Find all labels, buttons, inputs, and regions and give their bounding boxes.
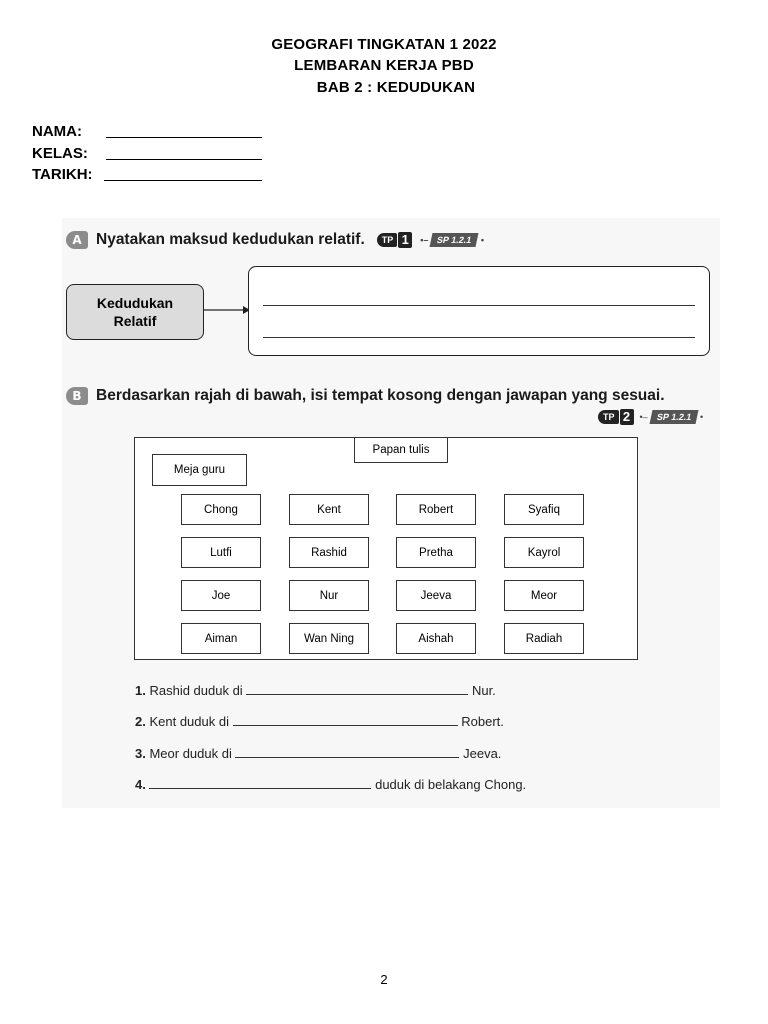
question-text-after: Nur.	[471, 683, 496, 698]
sp-badge-a	[420, 233, 484, 247]
question-text-before: Meor duduk di	[149, 746, 232, 761]
section-a-heading	[66, 231, 484, 249]
seat: Jeeva	[396, 580, 476, 611]
concept-box	[66, 284, 204, 340]
kelas-field[interactable]	[106, 159, 262, 160]
answer-blank[interactable]	[233, 715, 458, 726]
tp-label: TP	[598, 410, 619, 424]
pin-icon: •	[480, 235, 484, 245]
answer-line-2[interactable]	[263, 337, 695, 338]
pin-icon: •–	[420, 235, 429, 245]
doc-subtitle: LEMBARAN KERJA PBD	[294, 57, 474, 74]
seat: Aishah	[396, 623, 476, 654]
concept-line-1: Kedudukan	[96, 295, 174, 311]
question-text-after: Robert.	[461, 714, 504, 729]
section-b-title: Berdasarkan rajah di bawah, isi tempat kosong dengan jawapan yang sesuai.	[96, 387, 665, 404]
section-a-badge: A	[66, 231, 88, 249]
pin-icon: •–	[639, 412, 648, 422]
question-number: 4.	[135, 777, 146, 792]
answer-blank[interactable]	[235, 747, 459, 758]
seat: Nur	[289, 580, 369, 611]
answer-blank[interactable]	[149, 778, 371, 789]
whiteboard: Papan tulis	[354, 438, 448, 463]
seat: Radiah	[504, 623, 584, 654]
question-item	[135, 683, 496, 698]
question-text-after: Jeeva.	[463, 746, 502, 761]
seat: Joe	[181, 580, 261, 611]
question-number: 1.	[135, 683, 146, 698]
seat: Robert	[396, 494, 476, 525]
section-b-badge: B	[66, 387, 88, 405]
classroom-diagram	[134, 437, 638, 660]
section-b-heading	[66, 387, 665, 405]
tp-level: 2	[620, 409, 634, 425]
question-text-before: Kent duduk di	[149, 714, 229, 729]
seat: Kayrol	[504, 537, 584, 568]
tp-badge-b	[598, 409, 634, 425]
tp-level: 1	[398, 232, 412, 248]
seat: Wan Ning	[289, 623, 369, 654]
section-b-badges	[598, 409, 703, 425]
seat: Lutfi	[181, 537, 261, 568]
nama-label: NAMA:	[32, 123, 82, 140]
doc-title: GEOGRAFI TINGKATAN 1 2022	[271, 36, 497, 53]
seat: Meor	[504, 580, 584, 611]
tp-badge-a	[377, 232, 413, 248]
seat: Pretha	[396, 537, 476, 568]
sp-code: SP 1.2.1	[430, 233, 479, 247]
doc-chapter: BAB 2 : KEDUDUKAN	[316, 79, 476, 96]
answer-line-1[interactable]	[263, 305, 695, 306]
seat: Aiman	[181, 623, 261, 654]
question-number: 2.	[135, 714, 146, 729]
page-number: 2	[380, 972, 388, 987]
question-text-after: duduk di belakang Chong.	[375, 777, 527, 792]
tarikh-field[interactable]	[104, 180, 262, 181]
arrow-right-icon	[203, 303, 251, 317]
answer-blank[interactable]	[246, 684, 468, 695]
question-item	[135, 777, 526, 792]
sp-code: SP 1.2.1	[649, 410, 698, 424]
tp-label: TP	[377, 233, 398, 247]
section-a-title: Nyatakan maksud kedudukan relatif.	[96, 231, 365, 248]
answer-box-a[interactable]	[248, 266, 710, 356]
seat: Syafiq	[504, 494, 584, 525]
nama-field[interactable]	[106, 137, 262, 138]
pin-icon: •	[700, 412, 704, 422]
sp-badge-b	[640, 410, 704, 424]
seat: Chong	[181, 494, 261, 525]
question-item	[135, 746, 501, 761]
concept-line-2: Relatif	[113, 313, 157, 329]
tarikh-label: TARIKH:	[32, 166, 93, 183]
question-item	[135, 714, 504, 729]
seat: Kent	[289, 494, 369, 525]
teacher-desk: Meja guru	[152, 454, 247, 486]
seat: Rashid	[289, 537, 369, 568]
kelas-label: KELAS:	[32, 145, 88, 162]
question-number: 3.	[135, 746, 146, 761]
question-text-before: Rashid duduk di	[149, 683, 243, 698]
